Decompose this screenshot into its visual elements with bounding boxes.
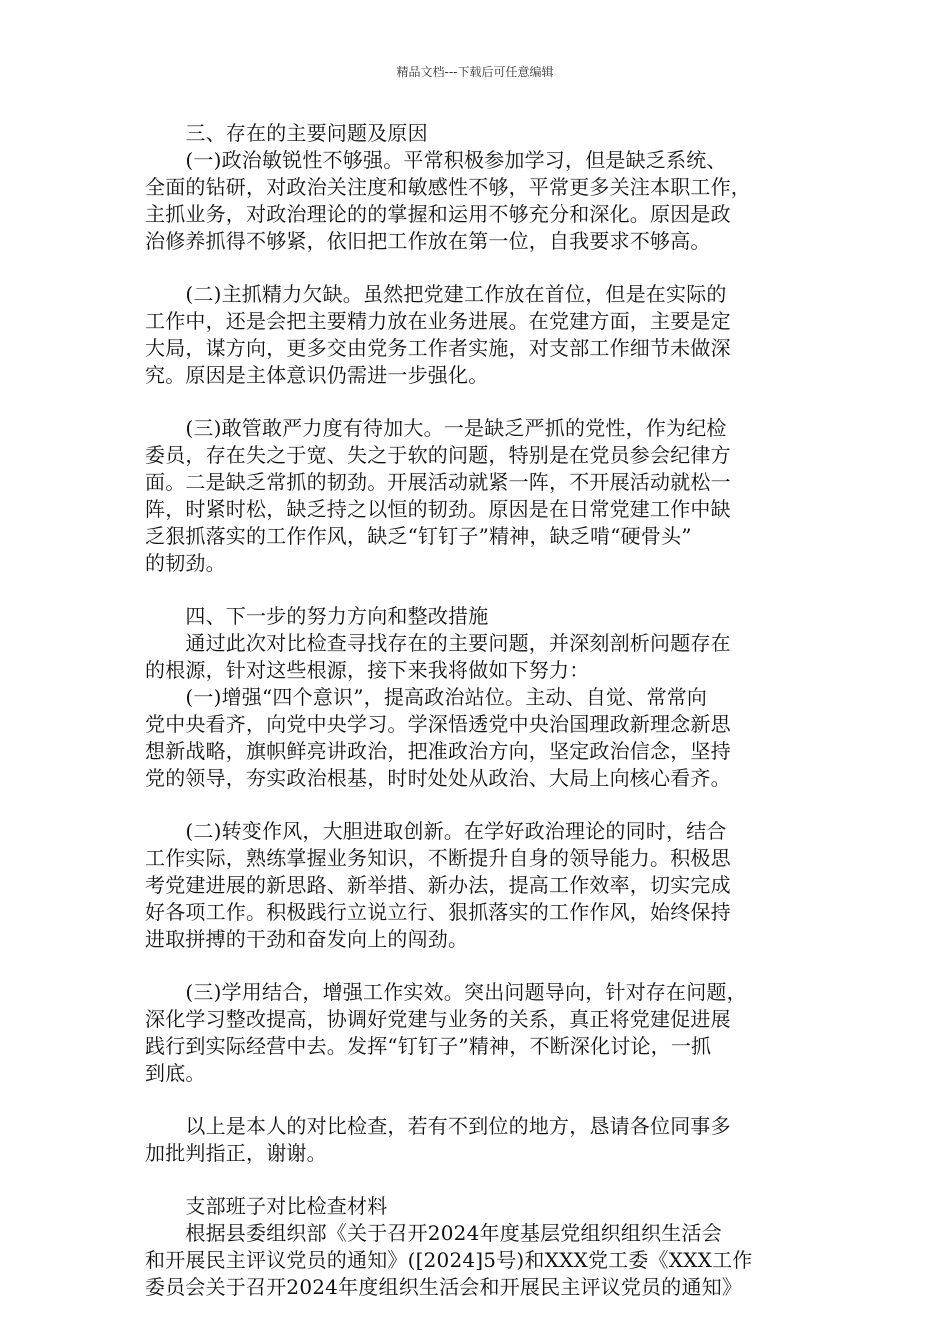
text-line: 阵，时紧时松，缺乏持之以恒的韧劲。原因是在日常党建工作中缺 <box>145 497 731 521</box>
text-line: 委员会关于召开2024年度组织生活会和开展民主评议党员的通知》 <box>145 1275 743 1299</box>
text-line: 工作中，还是会把主要精力放在业务进展。在党建方面，主要是定 <box>145 309 731 333</box>
text-line: 践行到实际经营中去。发挥“钉钉子”精神，不断深化讨论，一抓 <box>145 1034 712 1058</box>
text-line: 面。二是缺乏常抓的韧劲。开展活动就紧一阵，不开展活动就松一 <box>145 470 731 494</box>
text-line: 三、存在的主要问题及原因 <box>145 121 428 145</box>
text-line: 全面的钻研，对政治关注度和敏感性不够，平常更多关注本职工作， <box>145 175 751 199</box>
paragraph-gap <box>145 792 810 818</box>
paragraph-gap <box>145 577 810 603</box>
paragraph-gap <box>145 1087 810 1113</box>
text-line: 好各项工作。积极践行立说立行、狠抓落实的工作作风，始终保持 <box>145 900 731 924</box>
text-line: (一)政治敏锐性不够强。平常积极参加学习，但是缺乏系统、 <box>145 148 727 172</box>
text-line: 乏狠抓落实的工作作风，缺乏“钉钉子”精神，缺乏啃“硬骨头” <box>145 524 692 548</box>
text-line: 通过此次对比检查寻找存在的主要问题，并深刻剖析问题存在 <box>145 631 731 655</box>
text-line: 深化学习整改提高，协调好党建与业务的关系，真正将党建促进展 <box>145 1007 731 1031</box>
text-line: 工作实际，熟练掌握业务知识，不断提升自身的领导能力。积极思 <box>145 846 731 870</box>
document-body <box>145 120 810 1301</box>
text-line: (一)增强“四个意识”，提高政治站位。主动、自觉、常常向 <box>145 685 708 709</box>
paragraph-gap <box>145 389 810 415</box>
text-line: (三)学用结合，增强工作实效。突出问题导向，针对存在问题， <box>145 980 747 1004</box>
text-line: 党的领导，夯实政治根基，时时处处从政治、大局上向核心看齐。 <box>145 766 731 790</box>
text-line: 的韧劲。 <box>145 551 226 575</box>
paragraph-block <box>145 415 810 577</box>
text-line: 究。原因是主体意识仍需进一步强化。 <box>145 363 489 387</box>
paragraph-block <box>145 120 810 255</box>
text-line: 支部班子对比检查材料 <box>145 1194 388 1218</box>
text-line: 以上是本人的对比检查，若有不到位的地方，恳请各位同事多 <box>145 1114 731 1138</box>
text-line: 想新战略，旗帜鲜亮讲政治，把准政治方向，坚定政治信念，坚持 <box>145 739 731 763</box>
paragraph-block <box>145 603 810 792</box>
text-line: 到底。 <box>145 1061 206 1085</box>
text-line: 加批判指正，谢谢。 <box>145 1141 327 1165</box>
paragraph-block <box>145 1113 810 1167</box>
paragraph-gap <box>145 255 810 281</box>
paragraph-gap <box>145 1167 810 1193</box>
text-line: 委员，存在失之于宽、失之于软的问题，特别是在党员参会纪律方 <box>145 443 731 467</box>
text-line: 党中央看齐，向党中央学习。学深悟透党中央治国理政新理念新思 <box>145 712 731 736</box>
text-line: 考党建进展的新思路、新举措、新办法，提高工作效率，切实完成 <box>145 873 731 897</box>
text-line: 进取拼搏的干劲和奋发向上的闯劲。 <box>145 927 469 951</box>
text-line: 的根源，针对这些根源，接下来我将做如下努力： <box>145 658 590 682</box>
text-line: (二)主抓精力欠缺。虽然把党建工作放在首位，但是在实际的 <box>145 282 727 306</box>
page-header: 精品文档---下载后可任意编辑 <box>396 65 554 79</box>
text-line: 大局，谋方向，更多交由党务工作者实施，对支部工作细节未做深 <box>145 336 731 360</box>
text-line: (三)敢管敢严力度有待加大。一是缺乏严抓的党性，作为纪检 <box>145 416 727 440</box>
text-line: 和开展民主评议党员的通知》([2024]5号)和XXX党工委《XXX工作 <box>145 1248 753 1272</box>
text-line: (二)转变作风，大胆进取创新。在学好政治理论的同时，结合 <box>145 819 727 843</box>
paragraph-block <box>145 1193 810 1301</box>
text-line: 四、下一步的努力方向和整改措施 <box>145 604 489 628</box>
text-line: 治修养抓得不够紧，依旧把工作放在第一位，自我要求不够高。 <box>145 229 711 253</box>
paragraph-block <box>145 979 810 1087</box>
paragraph-gap <box>145 953 810 979</box>
text-line: 主抓业务，对政治理论的的掌握和运用不够充分和深化。原因是政 <box>145 202 731 226</box>
paragraph-block <box>145 818 810 953</box>
text-line: 根据县委组织部《关于召开2024年度基层党组织组织生活会 <box>145 1221 722 1245</box>
paragraph-block <box>145 281 810 389</box>
